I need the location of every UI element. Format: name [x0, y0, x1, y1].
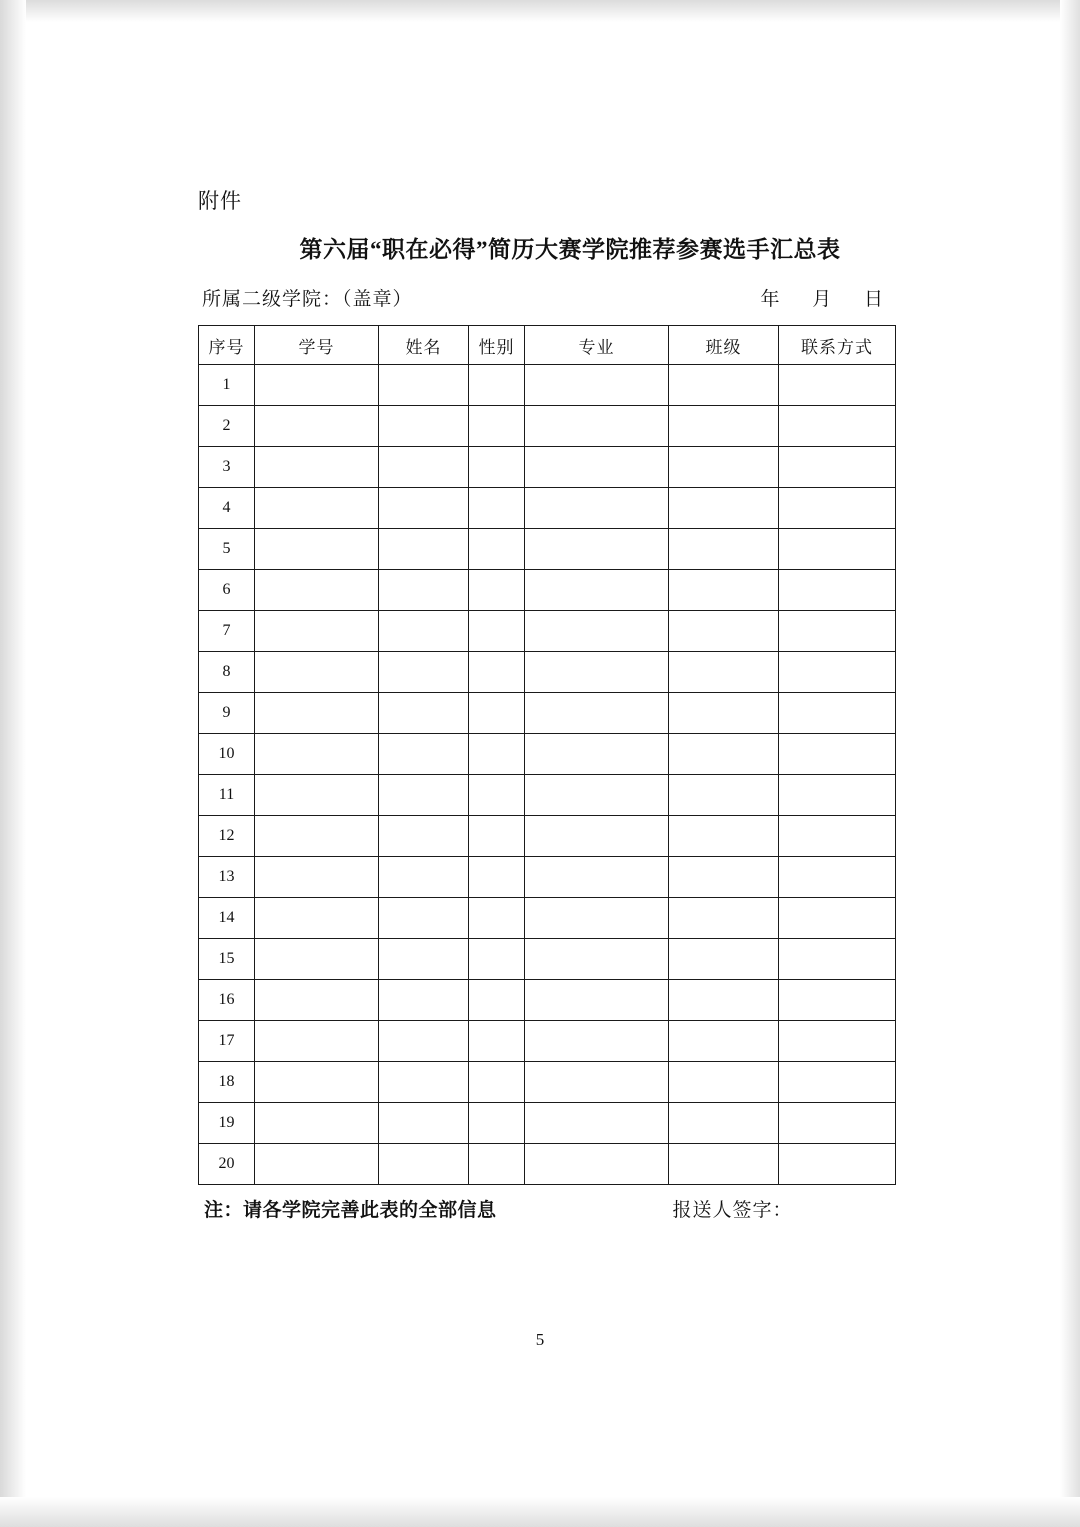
cell-student-id[interactable]: [255, 693, 379, 734]
date-fields: [760, 284, 884, 311]
cell-index: 10: [199, 734, 255, 775]
table-row: [199, 775, 896, 816]
cell-class[interactable]: [669, 1062, 779, 1103]
cell-gender[interactable]: [469, 1103, 525, 1144]
cell-student-id[interactable]: [255, 447, 379, 488]
cell-gender[interactable]: [469, 1144, 525, 1185]
cell-student-id[interactable]: [255, 816, 379, 857]
scan-edge-top: [0, 0, 1080, 22]
cell-name[interactable]: [379, 816, 469, 857]
cell-gender[interactable]: [469, 406, 525, 447]
cell-major[interactable]: [525, 365, 669, 406]
cell-name[interactable]: [379, 1144, 469, 1185]
cell-index: 5: [199, 529, 255, 570]
table-row: [199, 857, 896, 898]
cell-student-id[interactable]: [255, 570, 379, 611]
cell-contact[interactable]: [779, 1103, 896, 1144]
cell-class[interactable]: [669, 939, 779, 980]
cell-student-id[interactable]: [255, 652, 379, 693]
cell-major[interactable]: [525, 611, 669, 652]
cell-major[interactable]: [525, 1021, 669, 1062]
cell-name[interactable]: [379, 488, 469, 529]
cell-gender[interactable]: [469, 980, 525, 1021]
cell-major[interactable]: [525, 570, 669, 611]
table-row: [199, 529, 896, 570]
cell-class[interactable]: [669, 447, 779, 488]
cell-contact[interactable]: [779, 570, 896, 611]
column-header-major: 专业: [525, 326, 669, 365]
cell-student-id[interactable]: [255, 775, 379, 816]
cell-class[interactable]: [669, 570, 779, 611]
cell-name[interactable]: [379, 693, 469, 734]
cell-student-id[interactable]: [255, 980, 379, 1021]
table-header-row: [199, 326, 896, 365]
table-row: [199, 447, 896, 488]
cell-name[interactable]: [379, 734, 469, 775]
cell-class[interactable]: [669, 365, 779, 406]
cell-index: 15: [199, 939, 255, 980]
cell-name[interactable]: [379, 406, 469, 447]
cell-contact[interactable]: [779, 857, 896, 898]
cell-contact[interactable]: [779, 611, 896, 652]
cell-name[interactable]: [379, 1021, 469, 1062]
cell-class[interactable]: [669, 611, 779, 652]
page-title: 第六届“职在必得”简历大赛学院推荐参赛选手汇总表: [299, 237, 841, 262]
column-header-student-id: 学号: [255, 326, 379, 365]
cell-gender[interactable]: [469, 652, 525, 693]
cell-class[interactable]: [669, 652, 779, 693]
cell-student-id[interactable]: [255, 365, 379, 406]
cell-index: 6: [199, 570, 255, 611]
table-row: [199, 570, 896, 611]
table-row: [199, 898, 896, 939]
scan-edge-left: [0, 0, 26, 1527]
cell-student-id[interactable]: [255, 1103, 379, 1144]
date-field-year: 年: [760, 289, 781, 310]
cell-name[interactable]: [379, 980, 469, 1021]
cell-contact[interactable]: [779, 775, 896, 816]
cell-major[interactable]: [525, 898, 669, 939]
table-row: [199, 734, 896, 775]
cell-student-id[interactable]: [255, 1062, 379, 1103]
cell-name[interactable]: [379, 1062, 469, 1103]
cell-contact[interactable]: [779, 980, 896, 1021]
date-field-day: 日: [863, 289, 884, 310]
college-field-label: 所属二级学院：（盖章）: [202, 289, 413, 310]
cell-class[interactable]: [669, 898, 779, 939]
cell-contact[interactable]: [779, 652, 896, 693]
cell-index: 3: [199, 447, 255, 488]
table-row: [199, 652, 896, 693]
cell-index: 4: [199, 488, 255, 529]
cell-class[interactable]: [669, 693, 779, 734]
cell-class[interactable]: [669, 406, 779, 447]
cell-student-id[interactable]: [255, 898, 379, 939]
reporter-signature-label: 报送人签字：: [672, 1200, 793, 1221]
footer-note: 注：请各学院完善此表的全部信息: [204, 1200, 497, 1221]
cell-name[interactable]: [379, 898, 469, 939]
table-body: [199, 365, 896, 1185]
cell-index: 1: [199, 365, 255, 406]
cell-gender[interactable]: [469, 898, 525, 939]
cell-major[interactable]: [525, 652, 669, 693]
cell-name[interactable]: [379, 1103, 469, 1144]
cell-contact[interactable]: [779, 734, 896, 775]
cell-contact[interactable]: [779, 898, 896, 939]
column-header-name: 姓名: [379, 326, 469, 365]
table-row: [199, 1062, 896, 1103]
table-row: [199, 1021, 896, 1062]
cell-index: 9: [199, 693, 255, 734]
cell-index: 14: [199, 898, 255, 939]
cell-contact[interactable]: [779, 488, 896, 529]
cell-class[interactable]: [669, 529, 779, 570]
cell-major[interactable]: [525, 1103, 669, 1144]
cell-gender[interactable]: [469, 857, 525, 898]
cell-gender[interactable]: [469, 611, 525, 652]
cell-gender[interactable]: [469, 816, 525, 857]
cell-gender[interactable]: [469, 488, 525, 529]
table-row: [199, 1103, 896, 1144]
cell-contact[interactable]: [779, 1021, 896, 1062]
cell-major[interactable]: [525, 693, 669, 734]
cell-student-id[interactable]: [255, 939, 379, 980]
cell-name[interactable]: [379, 939, 469, 980]
date-field-month: 月: [812, 289, 833, 310]
cell-index: 7: [199, 611, 255, 652]
cell-name[interactable]: [379, 529, 469, 570]
cell-major[interactable]: [525, 939, 669, 980]
cell-index: 20: [199, 1144, 255, 1185]
cell-contact[interactable]: [779, 447, 896, 488]
cell-major[interactable]: [525, 529, 669, 570]
table-row: [199, 488, 896, 529]
page-number: 5: [535, 1330, 545, 1349]
cell-gender[interactable]: [469, 570, 525, 611]
cell-major[interactable]: [525, 488, 669, 529]
cell-contact[interactable]: [779, 939, 896, 980]
participants-table: [198, 325, 896, 1185]
cell-name[interactable]: [379, 365, 469, 406]
cell-name[interactable]: [379, 652, 469, 693]
cell-gender[interactable]: [469, 365, 525, 406]
column-header-index: 序号: [199, 326, 255, 365]
cell-class[interactable]: [669, 775, 779, 816]
cell-major[interactable]: [525, 447, 669, 488]
cell-contact[interactable]: [779, 365, 896, 406]
cell-contact[interactable]: [779, 1144, 896, 1185]
cell-gender[interactable]: [469, 693, 525, 734]
cell-gender[interactable]: [469, 1021, 525, 1062]
cell-major[interactable]: [525, 775, 669, 816]
table-row: [199, 980, 896, 1021]
cell-index: 18: [199, 1062, 255, 1103]
column-header-class: 班级: [669, 326, 779, 365]
cell-index: 16: [199, 980, 255, 1021]
cell-student-id[interactable]: [255, 406, 379, 447]
column-header-contact: 联系方式: [779, 326, 896, 365]
cell-class[interactable]: [669, 734, 779, 775]
cell-contact[interactable]: [779, 406, 896, 447]
table-row: [199, 693, 896, 734]
cell-class[interactable]: [669, 980, 779, 1021]
cell-index: 19: [199, 1103, 255, 1144]
cell-student-id[interactable]: [255, 734, 379, 775]
scan-edge-right: [1060, 0, 1080, 1527]
cell-name[interactable]: [379, 857, 469, 898]
cell-gender[interactable]: [469, 734, 525, 775]
cell-name[interactable]: [379, 570, 469, 611]
cell-major[interactable]: [525, 857, 669, 898]
cell-gender[interactable]: [469, 447, 525, 488]
cell-gender[interactable]: [469, 939, 525, 980]
table-row: [199, 816, 896, 857]
cell-major[interactable]: [525, 406, 669, 447]
cell-major[interactable]: [525, 1062, 669, 1103]
cell-gender[interactable]: [469, 529, 525, 570]
cell-contact[interactable]: [779, 693, 896, 734]
cell-index: 13: [199, 857, 255, 898]
cell-index: 8: [199, 652, 255, 693]
document-content: [198, 185, 898, 1222]
cell-class[interactable]: [669, 816, 779, 857]
column-header-gender: 性别: [469, 326, 525, 365]
cell-index: 11: [199, 775, 255, 816]
cell-class[interactable]: [669, 1103, 779, 1144]
cell-class[interactable]: [669, 1021, 779, 1062]
scan-edge-bottom: [0, 1497, 1080, 1527]
cell-index: 2: [199, 406, 255, 447]
cell-name[interactable]: [379, 775, 469, 816]
table-row: [199, 365, 896, 406]
cell-student-id[interactable]: [255, 1021, 379, 1062]
cell-student-id[interactable]: [255, 1144, 379, 1185]
cell-class[interactable]: [669, 488, 779, 529]
cell-major[interactable]: [525, 1144, 669, 1185]
attachment-label: 附件: [198, 189, 242, 213]
table-row: [199, 611, 896, 652]
cell-gender[interactable]: [469, 775, 525, 816]
table-row: [199, 406, 896, 447]
cell-contact[interactable]: [779, 816, 896, 857]
form-meta-row: [202, 284, 898, 311]
cell-name[interactable]: [379, 447, 469, 488]
cell-major[interactable]: [525, 734, 669, 775]
cell-major[interactable]: [525, 816, 669, 857]
cell-class[interactable]: [669, 857, 779, 898]
cell-gender[interactable]: [469, 1062, 525, 1103]
cell-class[interactable]: [669, 1144, 779, 1185]
cell-student-id[interactable]: [255, 611, 379, 652]
table-row: [199, 1144, 896, 1185]
cell-contact[interactable]: [779, 529, 896, 570]
cell-contact[interactable]: [779, 1062, 896, 1103]
cell-student-id[interactable]: [255, 857, 379, 898]
table-row: [199, 939, 896, 980]
cell-student-id[interactable]: [255, 529, 379, 570]
form-footer: [204, 1195, 898, 1222]
cell-index: 17: [199, 1021, 255, 1062]
cell-index: 12: [199, 816, 255, 857]
cell-major[interactable]: [525, 980, 669, 1021]
cell-name[interactable]: [379, 611, 469, 652]
cell-student-id[interactable]: [255, 488, 379, 529]
